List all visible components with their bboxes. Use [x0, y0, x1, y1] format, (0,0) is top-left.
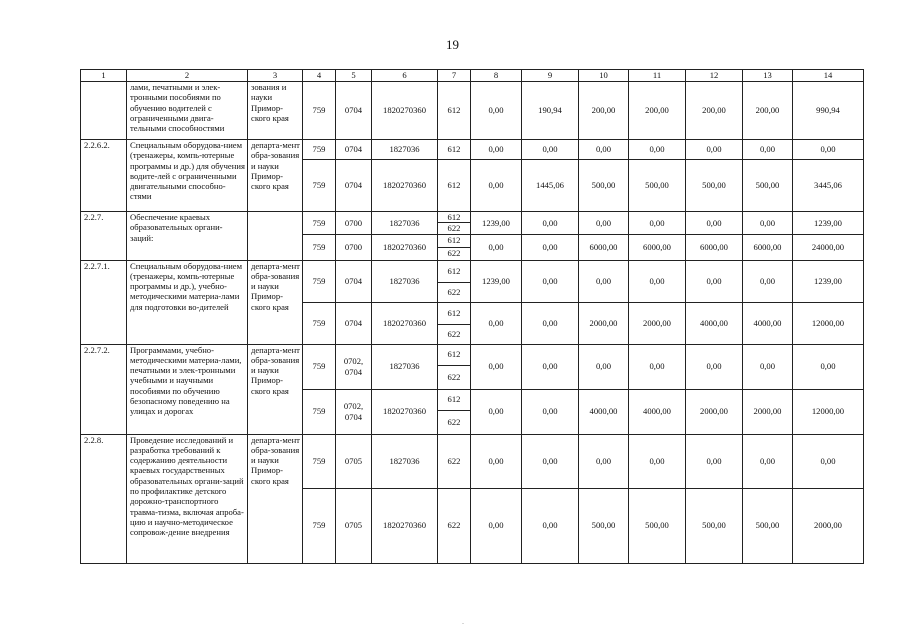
- item-code: 2.2.7.2.: [81, 344, 127, 434]
- table-row: [81, 434, 864, 488]
- column-header: 5: [336, 70, 372, 82]
- target-article-code: 1820270360: [372, 160, 438, 212]
- table-row: [81, 344, 864, 365]
- item-executor: департа-мент обра-зования и науки Примор-ского края: [248, 344, 303, 434]
- item-name: Обеспечение краевых образовательных органи-заций:: [127, 212, 248, 261]
- total-value: 0,00: [793, 434, 864, 488]
- year-value: 0,00: [629, 212, 686, 235]
- expense-type-code: 622: [438, 247, 471, 260]
- expense-type-code: 622: [438, 223, 471, 234]
- year-value: 0,00: [522, 389, 579, 434]
- year-value: 4000,00: [686, 302, 743, 344]
- expense-type-code: 622: [438, 488, 471, 563]
- section-code: 0704: [336, 160, 372, 212]
- year-value: 1239,00: [471, 212, 522, 235]
- expense-type-code: 622: [438, 434, 471, 488]
- year-value: 0,00: [522, 302, 579, 344]
- year-value: 190,94: [522, 82, 579, 140]
- expense-type-code: 612: [438, 260, 471, 282]
- year-value: 500,00: [743, 160, 793, 212]
- target-article-code: 1827036: [372, 260, 438, 302]
- expense-type-code: 612: [438, 140, 471, 160]
- item-code: 2.2.7.: [81, 212, 127, 261]
- table-row: [81, 140, 864, 160]
- expense-type-code: 612: [438, 389, 471, 410]
- year-value: 0,00: [686, 212, 743, 235]
- section-code: 0705: [336, 434, 372, 488]
- target-article-code: 1820270360: [372, 488, 438, 563]
- column-header: 1: [81, 70, 127, 82]
- expense-type-code: 612: [438, 160, 471, 212]
- year-value: 500,00: [743, 488, 793, 563]
- target-article-code: 1820270360: [372, 234, 438, 260]
- column-header: 14: [793, 70, 864, 82]
- year-value: 0,00: [522, 212, 579, 235]
- grbs-code: 759: [303, 260, 336, 302]
- year-value: 1445,06: [522, 160, 579, 212]
- grbs-code: 759: [303, 434, 336, 488]
- total-value: 0,00: [793, 140, 864, 160]
- year-value: 4000,00: [743, 302, 793, 344]
- item-executor: департа-мент обра-зования и науки Примор-ского края: [248, 140, 303, 212]
- year-value: 6000,00: [629, 234, 686, 260]
- section-code: 0705: [336, 488, 372, 563]
- year-value: 4000,00: [629, 389, 686, 434]
- year-value: 4000,00: [579, 389, 629, 434]
- grbs-code: 759: [303, 212, 336, 235]
- year-value: 500,00: [629, 488, 686, 563]
- item-code: 2.2.7.1.: [81, 260, 127, 344]
- grbs-code: 759: [303, 344, 336, 389]
- table-body: [81, 70, 864, 564]
- year-value: 0,00: [471, 234, 522, 260]
- section-code: 0704: [336, 302, 372, 344]
- year-value: 6000,00: [743, 234, 793, 260]
- year-value: 0,00: [629, 344, 686, 389]
- year-value: 0,00: [579, 260, 629, 302]
- year-value: 2000,00: [743, 389, 793, 434]
- year-value: 0,00: [629, 260, 686, 302]
- year-value: 0,00: [686, 344, 743, 389]
- grbs-code: 759: [303, 160, 336, 212]
- year-value: 2000,00: [579, 302, 629, 344]
- column-header: 8: [471, 70, 522, 82]
- header-row: [81, 70, 864, 82]
- total-value: 0,00: [793, 344, 864, 389]
- year-value: 500,00: [579, 160, 629, 212]
- item-executor: [248, 212, 303, 261]
- year-value: 0,00: [579, 140, 629, 160]
- grbs-code: 759: [303, 302, 336, 344]
- grbs-code: 759: [303, 140, 336, 160]
- year-value: 6000,00: [579, 234, 629, 260]
- year-value: 0,00: [522, 140, 579, 160]
- year-value: 0,00: [522, 344, 579, 389]
- table-row: [81, 212, 864, 223]
- year-value: 0,00: [686, 140, 743, 160]
- year-value: 500,00: [579, 488, 629, 563]
- table-row: [81, 260, 864, 282]
- year-value: 0,00: [743, 212, 793, 235]
- total-value: 3445,06: [793, 160, 864, 212]
- year-value: 0,00: [629, 140, 686, 160]
- total-value: 1239,00: [793, 260, 864, 302]
- year-value: 0,00: [579, 212, 629, 235]
- column-header: 9: [522, 70, 579, 82]
- section-code: 0704: [336, 82, 372, 140]
- grbs-code: 759: [303, 234, 336, 260]
- column-header: 13: [743, 70, 793, 82]
- expense-type-code: 622: [438, 324, 471, 344]
- item-name: лами, печатными и элек-тронными пособиями по обучению водителей с ограниченными двига-тельными способностями: [127, 82, 248, 140]
- year-value: 6000,00: [686, 234, 743, 260]
- total-value: 12000,00: [793, 389, 864, 434]
- year-value: 0,00: [471, 160, 522, 212]
- year-value: 500,00: [686, 160, 743, 212]
- expense-type-code: 612: [438, 234, 471, 247]
- target-article-code: 1820270360: [372, 389, 438, 434]
- year-value: 0,00: [629, 434, 686, 488]
- section-code: 0700: [336, 212, 372, 235]
- section-code: 0704: [336, 260, 372, 302]
- total-value: 24000,00: [793, 234, 864, 260]
- expense-type-code: 612: [438, 82, 471, 140]
- year-value: 0,00: [471, 389, 522, 434]
- grbs-code: 759: [303, 389, 336, 434]
- column-header: 12: [686, 70, 743, 82]
- year-value: 0,00: [522, 434, 579, 488]
- year-value: 0,00: [743, 140, 793, 160]
- year-value: 200,00: [579, 82, 629, 140]
- section-code: 0704: [336, 140, 372, 160]
- expense-type-code: 612: [438, 212, 471, 223]
- column-header: 6: [372, 70, 438, 82]
- year-value: 0,00: [579, 344, 629, 389]
- item-executor: зования и науки Примор-ского края: [248, 82, 303, 140]
- grbs-code: 759: [303, 82, 336, 140]
- expense-type-code: 622: [438, 410, 471, 434]
- year-value: 1239,00: [471, 260, 522, 302]
- year-value: 0,00: [743, 344, 793, 389]
- year-value: 2000,00: [686, 389, 743, 434]
- expense-type-code: 622: [438, 282, 471, 302]
- item-name: Проведение исследований и разработка требований к содержанию деятельности краевых государственных образовательных органи-заций по профилактике детского дорожно-транспортного травма-тизма, включая апроба-цию и научно-методическое сопровож-дение внедрения: [127, 434, 248, 563]
- section-code: 0702, 0704: [336, 344, 372, 389]
- year-value: 200,00: [629, 82, 686, 140]
- item-code: 2.2.8.: [81, 434, 127, 563]
- year-value: 0,00: [686, 260, 743, 302]
- year-value: 200,00: [743, 82, 793, 140]
- total-value: 1239,00: [793, 212, 864, 235]
- year-value: 0,00: [471, 434, 522, 488]
- column-header: 3: [248, 70, 303, 82]
- target-article-code: 1827036: [372, 212, 438, 235]
- year-value: 0,00: [686, 434, 743, 488]
- year-value: 0,00: [471, 488, 522, 563]
- column-header: 11: [629, 70, 686, 82]
- grbs-code: 759: [303, 488, 336, 563]
- year-value: 0,00: [471, 344, 522, 389]
- year-value: 0,00: [579, 434, 629, 488]
- section-code: 0700: [336, 234, 372, 260]
- column-header: 7: [438, 70, 471, 82]
- expense-type-code: 612: [438, 344, 471, 365]
- year-value: 0,00: [471, 140, 522, 160]
- year-value: 0,00: [522, 260, 579, 302]
- year-value: 500,00: [686, 488, 743, 563]
- column-header: 4: [303, 70, 336, 82]
- target-article-code: 1827036: [372, 434, 438, 488]
- column-header: 2: [127, 70, 248, 82]
- budget-table: [80, 69, 864, 564]
- target-article-code: 1827036: [372, 344, 438, 389]
- target-article-code: 1820270360: [372, 302, 438, 344]
- item-executor: департа-мент обра-зования и науки Примор-ского края: [248, 260, 303, 344]
- year-value: 0,00: [471, 82, 522, 140]
- item-executor: департа-мент обра-зования и науки Примор-ского края: [248, 434, 303, 563]
- total-value: 12000,00: [793, 302, 864, 344]
- year-value: 200,00: [686, 82, 743, 140]
- item-name: Программами, учебно-методическими материа-лами, печатными и элек-тронными учебными и научными пособиями по обучению безопасному поведению на улицах и дорогах: [127, 344, 248, 434]
- expense-type-code: 622: [438, 365, 471, 389]
- total-value: 990,94: [793, 82, 864, 140]
- scan-speck: .: [462, 617, 464, 626]
- page-number: 19: [446, 37, 459, 52]
- expense-type-code: 612: [438, 302, 471, 324]
- item-code: 2.2.6.2.: [81, 140, 127, 212]
- target-article-code: 1827036: [372, 140, 438, 160]
- year-value: 0,00: [743, 260, 793, 302]
- column-header: 10: [579, 70, 629, 82]
- year-value: 0,00: [522, 234, 579, 260]
- year-value: 2000,00: [629, 302, 686, 344]
- table-row: [81, 82, 864, 140]
- year-value: 0,00: [471, 302, 522, 344]
- item-name: Специальным оборудова-нием (тренажеры, компь-ютерные программы и др.) для обучения водите-лей с ограниченными двигательными способно-стями: [127, 140, 248, 212]
- target-article-code: 1820270360: [372, 82, 438, 140]
- year-value: 500,00: [629, 160, 686, 212]
- item-code: [81, 82, 127, 140]
- section-code: 0702, 0704: [336, 389, 372, 434]
- total-value: 2000,00: [793, 488, 864, 563]
- item-name: Специальным оборудова-нием (тренажеры, компь-ютерные программы и др.), учебно-методическими материа-лами для подготовки во-дителей: [127, 260, 248, 344]
- year-value: 0,00: [522, 488, 579, 563]
- year-value: 0,00: [743, 434, 793, 488]
